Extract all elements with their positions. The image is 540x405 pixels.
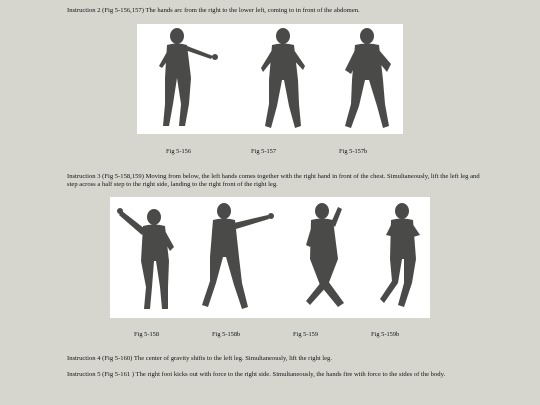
photo-panel-top [137,24,403,134]
figure-5-157-photo [251,26,315,132]
caption-fig-5-157: Fig 5-157 [251,148,277,155]
instruction-5-text: Instruction 5 (Fig 5-161 ) The right foot kicks out with force to the right side. Simultaneously, the hands fire with force to the sides of the body. [67,371,446,378]
caption-fig-5-158b: Fig 5-158b [212,331,241,338]
figure-5-158-photo [114,201,184,315]
figure-5-159-photo [298,199,358,315]
truncated-next-line [150,400,420,405]
figure-5-157b-photo [335,26,399,132]
caption-fig-5-159: Fig 5-159 [293,331,319,338]
caption-fig-5-158: Fig 5-158 [134,331,160,338]
figure-5-159b-photo [372,199,428,315]
caption-fig-5-157b: Fig 5-157b [339,148,368,155]
caption-fig-5-159b: Fig 5-159b [371,331,400,338]
figure-5-156-photo [145,26,223,132]
photo-panel-middle [110,197,430,318]
instruction-3-text: Instruction 3 (Fig 5-158,159) Moving from below, the left hands comes together with the right hand in front of the chest. Simultaneously, lift the left leg and step across a half step to the right side, landing to the right front of the right leg. [67,173,480,189]
caption-fig-5-156: Fig 5-156 [166,148,192,155]
figure-5-158b-photo [198,199,276,315]
instruction-4-text: Instruction 4 (Fig 5-160) The center of gravity shifts to the left leg. Simultaneously, lift the right leg. [67,355,332,362]
instruction-2-text: Instruction 2 (Fig 5-156,157) The hands arc from the right to the lower left, coming to in front of the abdomen. [67,7,360,14]
